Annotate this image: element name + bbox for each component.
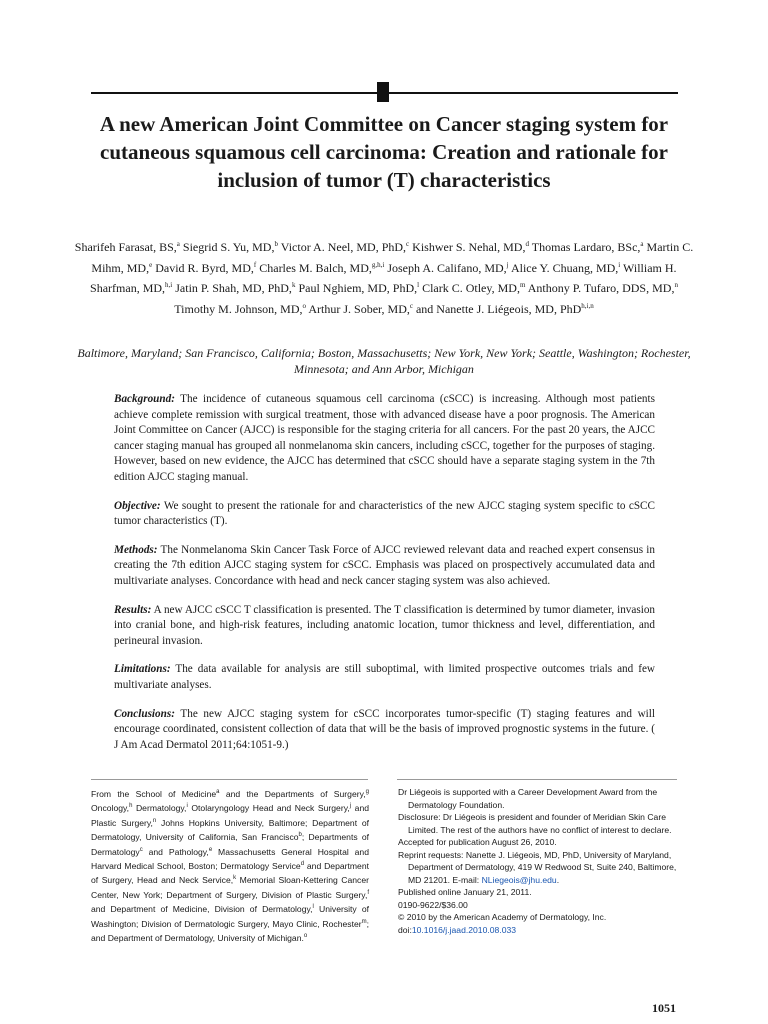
footnote-mark: i bbox=[186, 803, 188, 810]
email-link[interactable]: NLiegeois@jhu.edu bbox=[481, 874, 557, 885]
author-affiliation-mark: o bbox=[302, 301, 307, 310]
author-affiliation-mark: n bbox=[674, 281, 678, 289]
footnote-text: Otolaryngology Head and Neck Surgery, bbox=[187, 803, 350, 814]
author-name: Paul Nghiem, MD, PhD, bbox=[298, 281, 418, 295]
footnote-mark: g bbox=[365, 789, 369, 795]
published-date: Published online January 21, 2011. bbox=[398, 887, 532, 898]
author-name: Victor A. Neel, MD, PhD, bbox=[280, 240, 407, 254]
author-affiliation-mark: h,i,n bbox=[581, 301, 594, 310]
abstract-results: Results: A new AJCC cSCC T classification is presented. The T classification is determined by tumor diameter, invasion into cranial bone, and high-risk features, including anatomic location, tumor thickness and level, differentiation, and perineural invasion. bbox=[114, 603, 656, 647]
disclosure-note: Disclosure: Dr Liégeois is president and founder of Meridian Skin Care Limited. The rest of the authors have no conflict of interest to declare. bbox=[398, 812, 672, 835]
affiliations-footnote bbox=[91, 786, 369, 944]
footnote-mark: c bbox=[139, 846, 143, 853]
author-name: Alice Y. Chuang, MD, bbox=[510, 260, 619, 275]
footnote-text: ; and Department of Dermatology, University of Michigan. bbox=[91, 918, 369, 943]
author-name: Arthur J. Sober, MD, bbox=[308, 301, 410, 316]
doi-link[interactable]: 10.1016/j.jaad.2010.08.033 bbox=[411, 925, 517, 936]
abstract-methods: Methods: The Nonmelanoma Skin Cancer Task Force of AJCC reviewed relevant data and reached expert consensus in creating the 7th edition AJCC staging system for cSCC. Emphasis was placed on prospectively accumulated data and multivariate analyses. Concordance with head and neck cancer staging system was also achieved. bbox=[114, 543, 655, 587]
abstract bbox=[114, 392, 655, 766]
footnote-mark: m bbox=[361, 918, 367, 925]
author-locations: Baltimore, Maryland; San Francisco, California; Boston, Massachusetts; New York, New York; Seattle, Washington; Rochester, Minnesota; and Ann Arbor, Michigan bbox=[77, 346, 691, 376]
footnote-text: From the School of Medicine bbox=[91, 788, 217, 799]
accepted-date: Accepted for publication August 26, 2010. bbox=[398, 837, 557, 848]
author-name: and Nanette J. Liégeois, MD, PhD bbox=[415, 301, 582, 316]
author-name: Clark C. Otley, MD, bbox=[422, 281, 520, 295]
author-affiliation-mark: a bbox=[640, 240, 644, 248]
author-affiliation-mark: j bbox=[506, 260, 509, 269]
author-name: Kishwer S. Nehal, MD, bbox=[412, 240, 526, 254]
abstract-conclusions: Conclusions: The new AJCC staging system for cSCC incorporates tumor-specific (T) staging features and will encourage coordinated, consistent collection of data that will be the basis of improved prognostic systems in the future. ( J Am Acad Dermatol 2011;64:1051-9.) bbox=[114, 707, 655, 751]
author-name: Timothy M. Johnson, MD, bbox=[174, 301, 303, 316]
abstract-objective: Objective: We sought to present the rationale for and characteristics of the new AJCC staging system specific to cSCC tumor characteristics (T). bbox=[114, 499, 655, 528]
footnote-text: Massachusetts General Hospital and Harvard Medical School, Boston; Dermatology Service bbox=[91, 846, 369, 871]
footnote-mark: o bbox=[303, 933, 308, 940]
article-title: A new American Joint Committee on Cancer staging system for cutaneous squamous cell carcinoma: Creation and rationale for inclusion of tumor (T) characteristics bbox=[99, 112, 669, 192]
author-name: Martin C. Mihm, MD, bbox=[91, 240, 694, 275]
author-affiliation-mark: f bbox=[253, 260, 257, 269]
author-affiliation-mark: b bbox=[274, 240, 278, 248]
article-info-footnote bbox=[398, 786, 678, 937]
footnote-text: University of Washington; Division of Dermatologic Surgery, Mayo Clinic, Rochester bbox=[91, 904, 369, 929]
footnote-text: and Department of Medicine, Division of Dermatology, bbox=[91, 904, 313, 915]
author-affiliation-mark: e bbox=[149, 260, 153, 269]
footnote-text: Johns Hopkins University, Baltimore; Department of Dermatology, University of California, San Francisco bbox=[91, 817, 370, 843]
footnote-text: Memorial Sloan-Kettering Cancer Center, New York; Department of Surgery, Division of Plastic Surgery, bbox=[91, 875, 369, 900]
author-affiliation-mark: m bbox=[519, 281, 526, 289]
author-affiliation-mark: h,i bbox=[165, 281, 173, 289]
author-affiliation-mark: g,h,i bbox=[371, 260, 385, 269]
footnote-text: Dermatology, bbox=[132, 803, 187, 814]
copyright: © 2010 by the American Academy of Dermatology, Inc. bbox=[398, 912, 607, 923]
author-name: David R. Byrd, MD, bbox=[155, 260, 254, 275]
author-affiliation-mark: k bbox=[291, 281, 296, 289]
reprint-requests: Reprint requests: Nanette J. Liégeois, MD, PhD, University of Maryland, Department of Dermatology, 419 W Redwood St, Suite 240, Baltimore, MD 21201. E-mail: NLiegeois@jhu.edu. bbox=[398, 849, 677, 885]
author-name: Charles M. Balch, MD, bbox=[259, 260, 372, 275]
author-name: William H. Sharfman, MD, bbox=[90, 260, 677, 295]
footnote-text: and the Departments of Surgery, bbox=[219, 788, 366, 799]
author-affiliation-mark: i bbox=[618, 260, 621, 269]
author-name: Anthony P. Tufaro, DDS, MD, bbox=[527, 281, 675, 295]
funding-note: Dr Liégeois is supported with a Career Development Award from the Dermatology Foundation. bbox=[398, 787, 658, 810]
page-number: 1051 bbox=[652, 1001, 676, 1015]
author-affiliation-mark: a bbox=[176, 240, 180, 248]
footnote-text: and Plastic Surgery, bbox=[91, 803, 370, 828]
abstract-background: Background: The incidence of cutaneous squamous cell carcinoma (cSCC) is increasing. Although most patients achieve complete remission with surgical treatment, those with advanced disease have a poor prognosis. The American Joint Committee on Cancer (AJCC) is responsible for the staging criteria for all cancers. For the past 20 years, the AJCC cancer staging manual has grouped all nonmelanoma skin cancers, including cSCC, together for the purposes of staging. However, based on new evidence, the AJCC has determined that cSCC should have a separate staging system in the 7th edition AJCC staging manual. bbox=[114, 393, 655, 483]
author-name: Jatin P. Shah, MD, PhD, bbox=[175, 281, 292, 295]
doi: doi:10.1016/j.jaad.2010.08.033 bbox=[398, 925, 517, 936]
author-affiliation-mark: d bbox=[525, 240, 529, 248]
footnote-mark: k bbox=[233, 875, 237, 882]
footnote-mark: b bbox=[298, 832, 302, 839]
author-name: Joseph A. Califano, MD, bbox=[387, 260, 507, 275]
footnote-mark: d bbox=[300, 861, 305, 868]
author-name: Siegrid S. Yu, MD, bbox=[182, 240, 275, 254]
abstract-limitations: Limitations: The data available for analysis are still suboptimal, with limited prospective outcomes trials and few multivariate analyses. bbox=[114, 663, 655, 691]
footnote-text: and Department of Surgery, Head and Neck Service, bbox=[91, 860, 369, 886]
issn: 0190-9622/$36.00 bbox=[398, 899, 468, 910]
footnote-mark: a bbox=[216, 789, 220, 795]
footnote-text: ; Departments of Dermatology bbox=[91, 832, 369, 857]
author-affiliation-mark: l bbox=[417, 281, 420, 289]
footnote-mark: n bbox=[152, 817, 157, 824]
footnote-mark: e bbox=[208, 846, 213, 853]
author-name: Sharifeh Farasat, BS, bbox=[74, 240, 177, 254]
author-affiliation-mark: c bbox=[409, 301, 413, 310]
footnote-mark: h bbox=[129, 803, 133, 810]
author-affiliation-mark: c bbox=[406, 240, 410, 248]
footnote-mark: l bbox=[312, 904, 314, 911]
footnote-divider-right bbox=[397, 779, 677, 780]
footnote-text: and Pathology, bbox=[142, 846, 209, 857]
header-rule bbox=[91, 92, 678, 94]
footnote-mark: f bbox=[367, 889, 369, 896]
footnote-divider-left bbox=[91, 779, 368, 780]
footnote-mark: j bbox=[349, 803, 352, 810]
author-list bbox=[70, 236, 698, 318]
footnote-text: Oncology, bbox=[91, 803, 130, 814]
author-name: Thomas Lardaro, BSc, bbox=[531, 240, 641, 254]
